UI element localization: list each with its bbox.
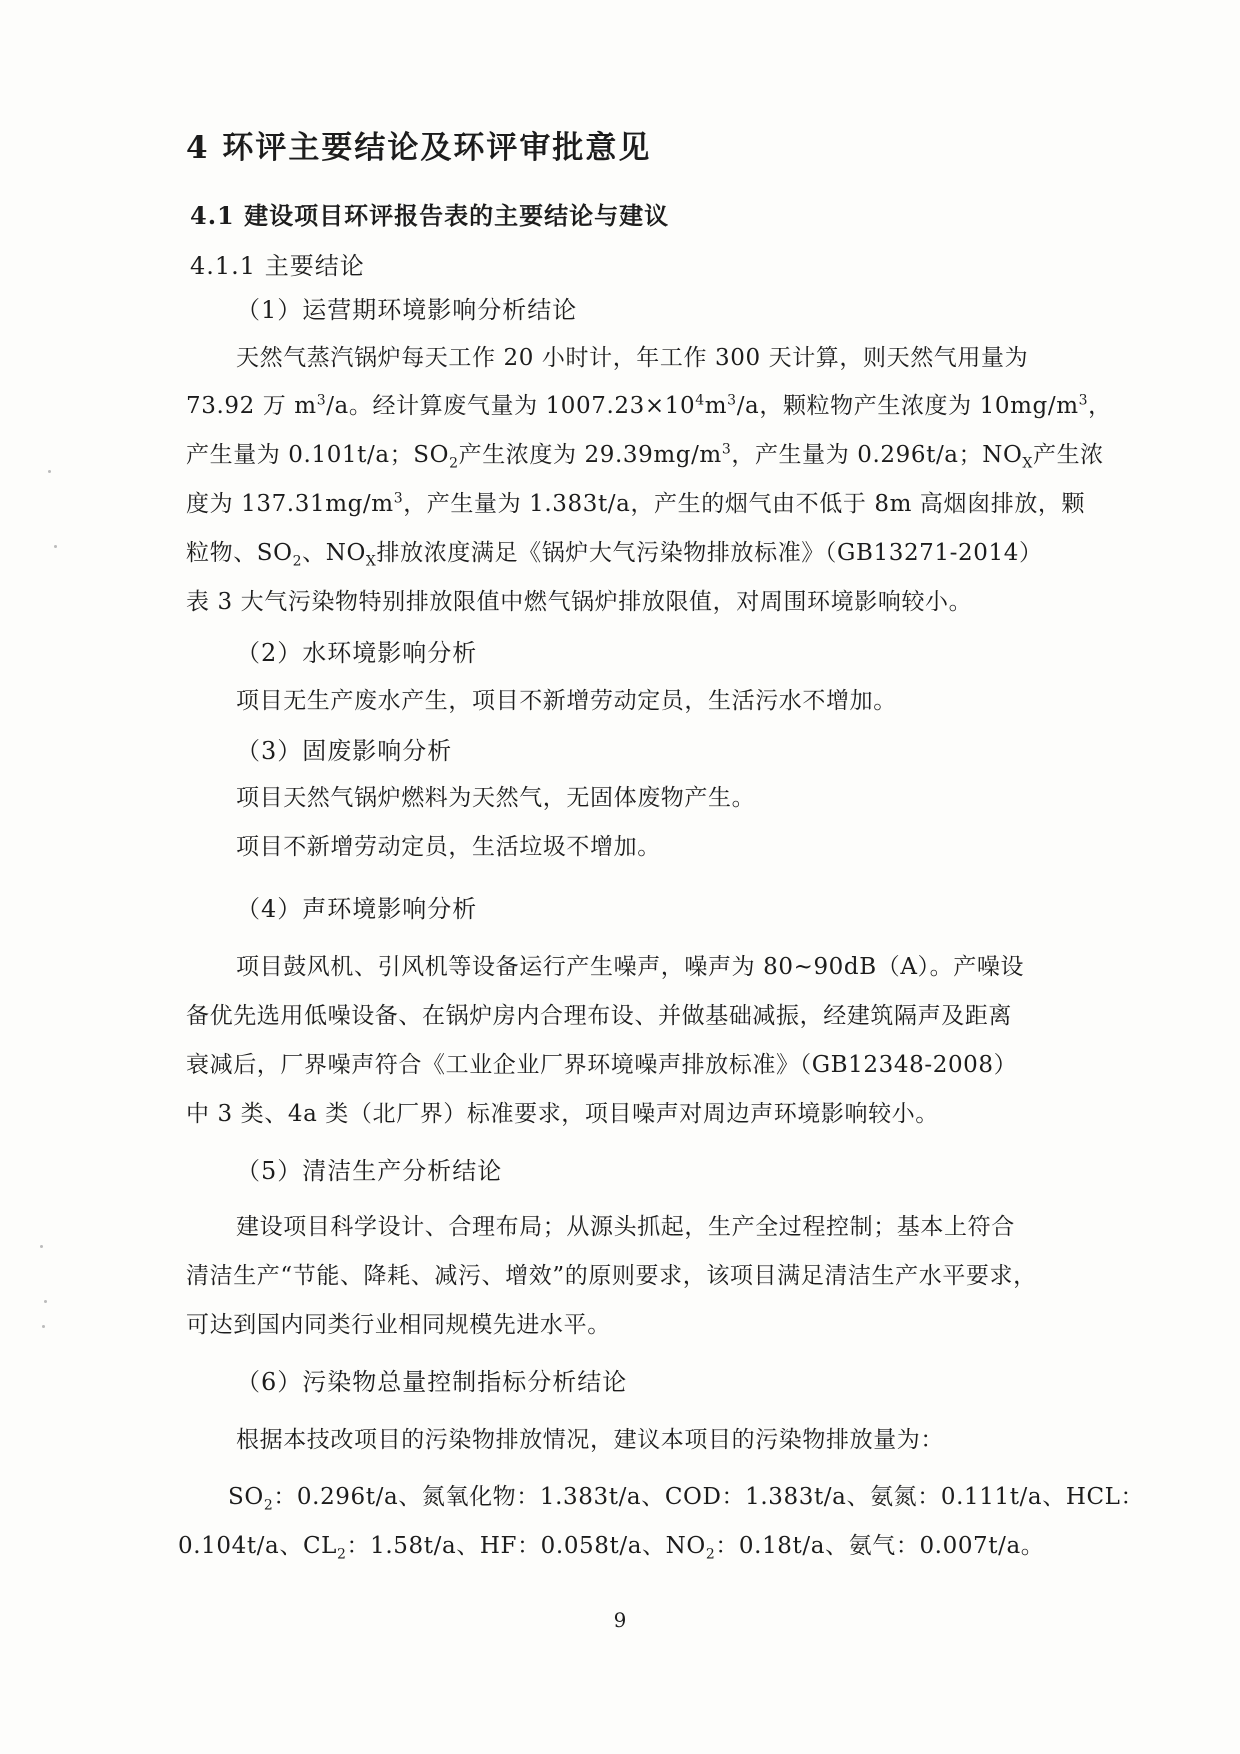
scan-speck xyxy=(48,470,51,473)
para3-line2: 项目不新增劳动定员，生活垃圾不增加。 xyxy=(236,834,661,860)
scan-speck xyxy=(42,1325,45,1328)
para4-title: （4）声环境影响分析 xyxy=(236,895,478,923)
para1-line2: 73.92 万 $m^3/a$。经计算废气量为 $1007.23\times 10^4m^3/a$，颗粒物产生浓度为 $10mg/m^3$， xyxy=(186,392,1112,419)
chapter-heading: 4 环评主要结论及环评审批意见 xyxy=(186,130,652,166)
para1-line1: 天然气蒸汽锅炉每天工作 20 小时计，年工作 300 天计算，则天然气用量为 xyxy=(236,345,1029,371)
para4-line4: 中 3 类、4a 类（北厂界）标准要求，项目噪声对周边声环境影响较小。 xyxy=(186,1101,939,1127)
para6-line3: 0.104t/a、$CL_2$：1.58t/a、HF：0.058t/a、$NO_2$：0.18t/a、氨气：0.007t/a。 xyxy=(178,1533,1045,1563)
para4-line1: 项目鼓风机、引风机等设备运行产生噪声，噪声为 80~90dB（A）。产噪设 xyxy=(236,954,1025,980)
scan-speck xyxy=(44,1300,47,1303)
para2-title: （2）水环境影响分析 xyxy=(236,639,478,667)
section-heading: 4.1 建设项目环评报告表的主要结论与建议 xyxy=(190,201,670,230)
para1-line3: 产生量为 0.101t/a；$SO_2$产生浓度为 $29.39mg/m^3$，产生量为 0.296t/a；$NO_X$产生浓 xyxy=(186,441,1104,472)
para6-line1: 根据本技改项目的污染物排放情况，建议本项目的污染物排放量为： xyxy=(236,1427,944,1453)
para4-line2: 备优先选用低噪设备、在锅炉房内合理布设、并做基础减振，经建筑隔声及距离 xyxy=(186,1003,1012,1029)
subsection-heading: 4.1.1 主要结论 xyxy=(190,252,365,280)
para1-line6: 表 3 大气污染物特别排放限值中燃气锅炉排放限值，对周围环境影响较小。 xyxy=(186,589,973,615)
para5-line2: 清洁生产“节能、降耗、减污、增效”的原则要求，该项目满足清洁生产水平要求， xyxy=(186,1263,1037,1289)
para5-line3: 可达到国内同类行业相同规模先进水平。 xyxy=(186,1312,611,1338)
scan-speck xyxy=(54,545,57,548)
para1-line5: 粒物、$SO_2$、$NO_X$排放浓度满足《锅炉大气污染物排放标准》（GB13271-2014） xyxy=(186,540,1043,570)
para5-line1: 建设项目科学设计、合理布局；从源头抓起，生产全过程控制；基本上符合 xyxy=(236,1214,1015,1240)
para1-title: （1）运营期环境影响分析结论 xyxy=(236,296,578,324)
para4-line3: 衰减后，厂界噪声符合《工业企业厂界环境噪声排放标准》（GB12348-2008） xyxy=(186,1052,1018,1078)
para2-line1: 项目无生产废水产生，项目不新增劳动定员，生活污水不增加。 xyxy=(236,688,897,714)
para3-line1: 项目天然气锅炉燃料为天然气，无固体废物产生。 xyxy=(236,785,756,811)
page-number: 9 xyxy=(613,1608,627,1632)
scan-speck xyxy=(40,1245,43,1248)
para3-title: （3）固废影响分析 xyxy=(236,737,453,765)
para6-title: （6）污染物总量控制指标分析结论 xyxy=(236,1368,628,1396)
para1-line4: 度为 $137.31mg/m^3$，产生量为 1.383t/a，产生的烟气由不低于 8m 高烟囱排放，颗 xyxy=(186,490,1086,517)
para5-title: （5）清洁生产分析结论 xyxy=(236,1157,503,1185)
para6-line2: $SO_2$：0.296t/a、氮氧化物：1.383t/a、COD：1.383t/a、氨氮：0.111t/a、HCL： xyxy=(228,1484,1145,1514)
